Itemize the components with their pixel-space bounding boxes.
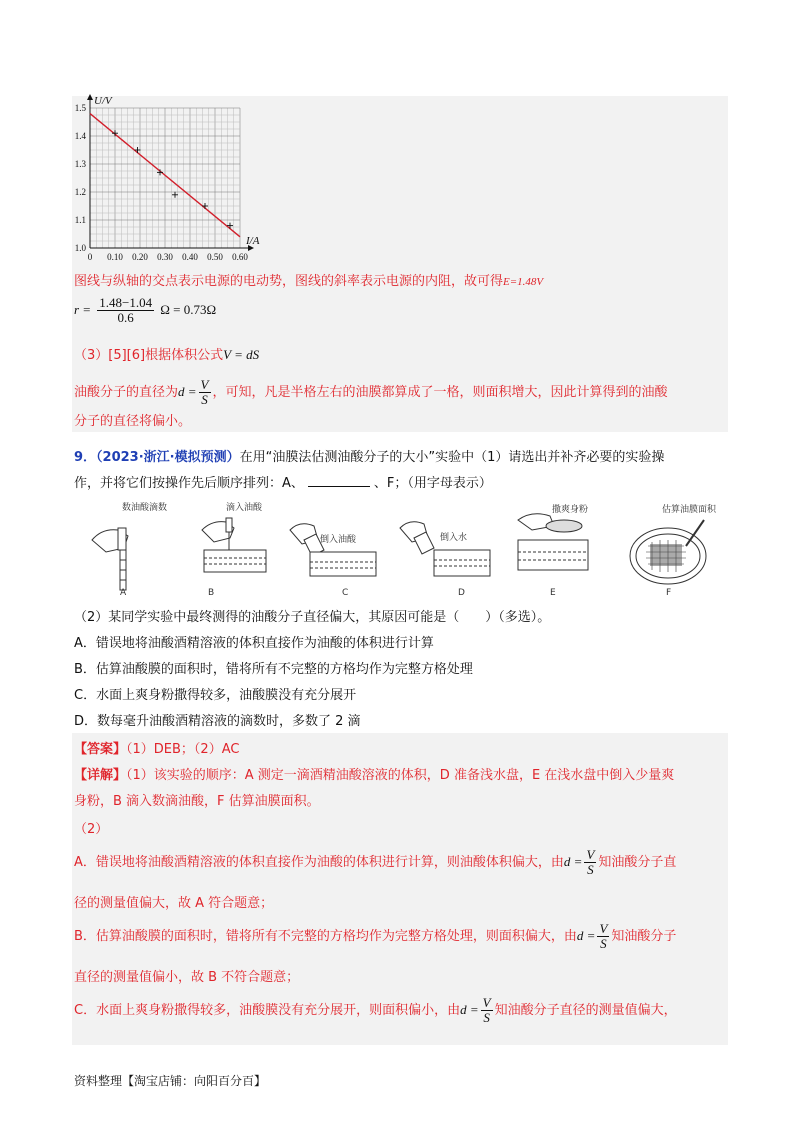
figure-caption: 撒爽身粉: [552, 505, 589, 515]
frac-s: S: [600, 936, 607, 951]
part3-label: （3）[5][6]根据体积公式: [74, 348, 224, 363]
figure-e: [512, 500, 612, 600]
detail-b-conclusion: 直径的测量值偏小，故 B 不符合题意；: [74, 970, 300, 985]
question-stem-2: [74, 472, 492, 491]
d-lhs: d =: [460, 1002, 479, 1017]
y-axis-label: U/V: [94, 95, 112, 107]
detail-b-line2: [74, 966, 299, 985]
y-tick-label: 1.1: [74, 215, 86, 225]
figure-c: [284, 500, 384, 600]
figure-letter: D: [458, 588, 465, 598]
diameter-text: 油酸分子的直径为: [74, 385, 179, 400]
page-footer: [74, 1072, 266, 1089]
option-b[interactable]: [74, 658, 473, 677]
x-tick-label: 0: [87, 252, 93, 262]
figure-b: [198, 500, 294, 600]
d-lhs: d =: [178, 384, 197, 399]
figure-caption: 倒入水: [440, 533, 468, 543]
x-tick-label: 0.10: [107, 252, 123, 262]
detail-part2-label: （2）: [74, 822, 109, 837]
answer-line: [74, 738, 239, 757]
figure-d: [394, 500, 494, 600]
detail-line-2: [74, 790, 320, 809]
question-number: 9．（2023·浙江·模拟预测）: [74, 450, 240, 465]
detail-b-line1: [74, 922, 676, 951]
data-point: [135, 147, 141, 153]
figure-f: [624, 500, 728, 600]
frac-v: V: [200, 377, 209, 392]
option-a[interactable]: [74, 632, 434, 651]
answer-part3: [74, 344, 259, 363]
answer-emf-text: 图线与纵轴的交点表示电源的电动势，图线的斜率表示电源的内阻，故可得: [74, 274, 504, 289]
frac-s: S: [201, 392, 208, 407]
y-tick-label: 1.4: [74, 131, 86, 141]
detail-c-tail: 知油酸分子直径的测量值偏大，: [494, 1003, 677, 1018]
figure-letter: F: [666, 588, 672, 598]
r-formula: [74, 296, 216, 325]
frac-v: V: [586, 847, 595, 862]
figure-letter: A: [120, 588, 127, 598]
figure-caption: 滴入油酸: [226, 503, 263, 513]
detail-b-tail: 知油酸分子: [611, 929, 677, 944]
detail-a-conclusion: 径的测量值偏大，故 A 符合题意；: [74, 896, 274, 911]
x-axis-label: I/A: [246, 235, 260, 247]
detail-tag: 【详解】: [74, 768, 127, 783]
answer-blank[interactable]: [308, 486, 370, 487]
figure-letter: B: [208, 588, 215, 598]
detail-b-text: B．估算油酸膜的面积时，错将所有不完整的方格均作为完整方格处理，则面积偏大，由: [74, 929, 577, 944]
figure-letter: C: [342, 588, 349, 598]
data-point: [157, 169, 163, 175]
detail-c-line1: [74, 996, 677, 1025]
r-numerator: 1.48−1.04: [99, 295, 153, 310]
stem2-b: 、F；（用字母表示）: [373, 476, 492, 491]
r-result: Ω = 0.73Ω: [160, 302, 217, 317]
x-tick-label: 0.20: [132, 252, 148, 262]
figure-a: [84, 500, 180, 600]
answer-line-4: [74, 378, 668, 407]
figure-caption: 数油酸滴数: [122, 503, 168, 513]
detail-part2: [74, 818, 108, 837]
x-tick-label: 0.60: [232, 252, 248, 262]
data-point: [172, 192, 178, 198]
option-d[interactable]: [74, 710, 361, 729]
option-c[interactable]: [74, 684, 356, 703]
detail-text-1: （1）该实验的顺序：A 测定一滴酒精油酸溶液的体积，D 准备浅水盘，E 在浅水盘中倒入少量爽: [126, 768, 675, 783]
option-d-text: D．数每毫升油酸酒精溶液的滴数时，多数了 2 滴: [74, 714, 361, 729]
x-tick-label: 0.50: [207, 252, 223, 262]
detail-line-1: [74, 764, 674, 783]
u-i-chart: [68, 92, 268, 262]
frac-s: S: [483, 1010, 490, 1025]
data-point: [202, 203, 208, 209]
r-lhs: r =: [74, 302, 92, 317]
emf-value: E=1.48V: [503, 276, 544, 288]
tick-labels: [75, 103, 249, 262]
stem2-a: 作，并将它们按操作先后顺序排列：A、: [74, 476, 304, 491]
d-lhs: d =: [576, 928, 596, 943]
d-lhs: d =: [563, 854, 583, 869]
option-b-text: B．估算油酸膜的面积时，错将所有不完整的方格均作为完整方格处理: [74, 662, 473, 677]
detail-a-line2: [74, 892, 273, 911]
x-tick-label: 0.30: [157, 252, 173, 262]
detail-a-text: A．错误地将油酸酒精溶液的体积直接作为油酸的体积进行计算，则油酸体积偏大，由: [74, 855, 564, 870]
x-tick-label: 0.40: [182, 252, 198, 262]
y-tick-label: 1.3: [74, 159, 86, 169]
frac-s: S: [587, 862, 594, 877]
detail-c-text: C．水面上爽身粉撒得较多，油酸膜没有充分展开，则面积偏小，由: [74, 1003, 461, 1018]
option-a-text: A．错误地将油酸酒精溶液的体积直接作为油酸的体积进行计算: [74, 636, 434, 651]
diameter-explanation: ，可知，凡是半格左右的油膜都算成了一格，则面积增大，因此计算得到的油酸: [212, 385, 668, 400]
y-axis-arrow: [87, 94, 93, 100]
volume-formula: V = dS: [223, 347, 260, 362]
question-part2: [74, 606, 550, 625]
chart-grid: [90, 108, 240, 248]
figure-caption: 估算油膜面积: [662, 505, 717, 515]
figure-letter: E: [550, 588, 556, 598]
answer-line-5: [74, 410, 191, 429]
detail-a-line1: [74, 848, 676, 877]
answer-value: （1）DEB；（2）AC: [126, 742, 240, 757]
answer-tag: 【答案】: [74, 742, 127, 757]
frac-v: V: [599, 921, 608, 936]
question-stem-1: [74, 446, 664, 465]
y-tick-label: 1.2: [74, 187, 86, 197]
y-tick-label: 1.5: [74, 103, 86, 113]
detail-a-tail: 知油酸分子直: [598, 855, 677, 870]
footer-text: 资料整理【淘宝店铺：向阳百分百】: [74, 1074, 267, 1088]
answer-line-1: [74, 270, 543, 289]
figure-caption: 倒入油酸: [320, 535, 357, 545]
y-tick-label: 1.0: [74, 243, 86, 253]
frac-v: V: [482, 995, 491, 1010]
question-stem-text: 在用“油膜法估测油酸分子的大小”实验中（1）请选出并补齐必要的实验操: [239, 450, 665, 465]
part2-text: （2）某同学实验中最终测得的油酸分子直径偏大，其原因可能是（ ）（多选）。: [74, 610, 551, 625]
option-c-text: C．水面上爽身粉撒得较多，油酸膜没有充分展开: [74, 688, 357, 703]
r-denominator: 0.6: [117, 310, 134, 325]
detail-text-2: 身粉，B 滴入数滴油酸，F 估算油膜面积。: [74, 794, 320, 809]
conclusion-text: 分子的直径将偏小。: [74, 414, 192, 429]
